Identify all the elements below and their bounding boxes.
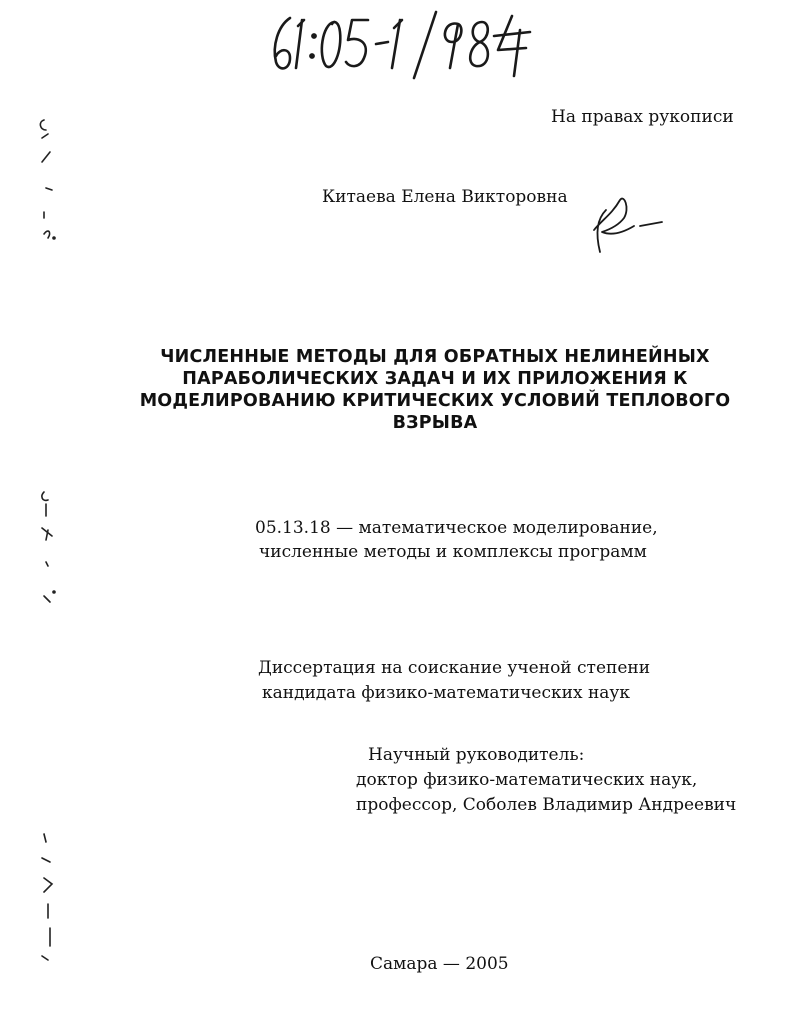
degree-statement	[258, 656, 650, 706]
author-name: Китаева Елена Викторовна	[322, 187, 568, 207]
supervisor-block	[356, 743, 736, 818]
degree-line: кандидата физико-математических наук	[262, 683, 631, 703]
signature	[590, 192, 668, 256]
specialty-line: численные методы и комплексы программ	[259, 542, 647, 562]
specialty-code	[255, 516, 658, 564]
title-line: ВЗРЫВА	[392, 413, 478, 433]
archive-number-handwritten	[268, 10, 538, 80]
degree-line: Диссертация на соискание ученой степени	[258, 658, 651, 678]
city-year: Самара — 2005	[370, 954, 509, 974]
scan-margin-marks	[28, 100, 68, 970]
title-line: МОДЕЛИРОВАНИЮ КРИТИЧЕСКИХ УСЛОВИЙ ТЕПЛОВОГО	[139, 391, 731, 411]
dissertation-title	[120, 346, 750, 434]
supervisor-name: профессор, Соболев Владимир Андреевич	[356, 795, 737, 815]
supervisor-degree: доктор физико-математических наук,	[356, 770, 698, 790]
supervisor-label: Научный руководитель:	[368, 745, 585, 765]
title-line: ПАРАБОЛИЧЕСКИХ ЗАДАЧ И ИХ ПРИЛОЖЕНИЯ К	[182, 369, 688, 389]
title-line: ЧИСЛЕННЫЕ МЕТОДЫ ДЛЯ ОБРАТНЫХ НЕЛИНЕЙНЫХ	[160, 347, 710, 367]
rights-note: На правах рукописи	[551, 107, 734, 127]
specialty-line: 05.13.18 — математическое моделирование,	[255, 518, 658, 538]
